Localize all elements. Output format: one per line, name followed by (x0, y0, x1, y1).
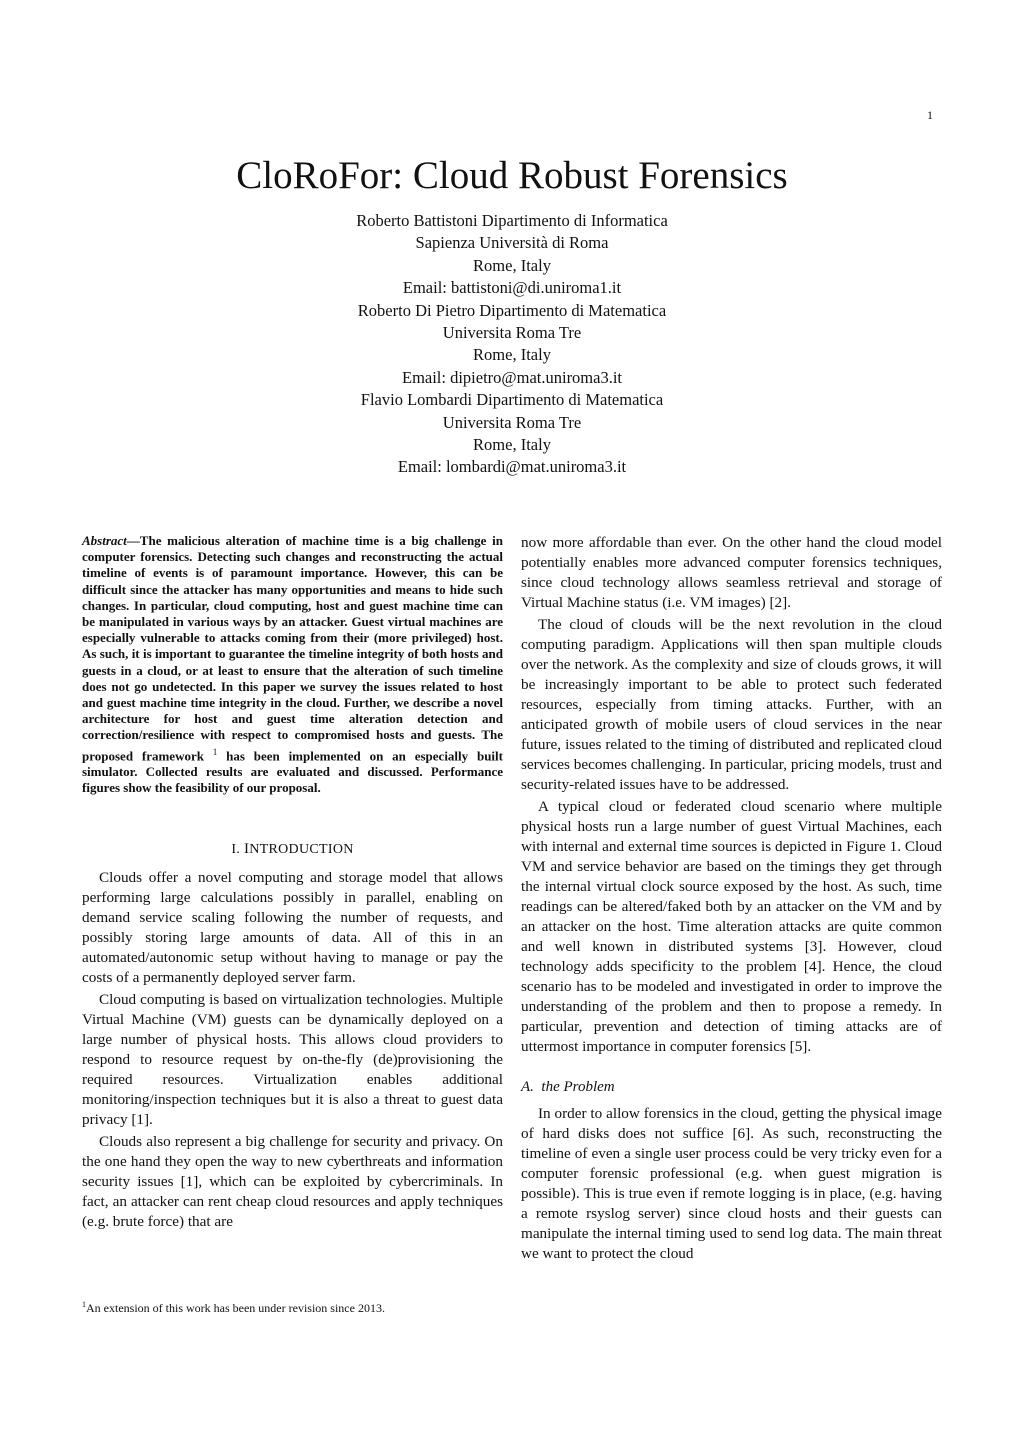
author-line: Rome, Italy (473, 255, 551, 275)
author-line: Universita Roma Tre (442, 323, 582, 343)
author-line: Sapienza Università di Roma (415, 233, 609, 253)
footnote-mark: 1 (212, 746, 218, 757)
author-line: Email: lombardi@mat.uniroma3.it (397, 457, 627, 477)
author-line: Roberto Di Pietro Dipartimento di Matematica (357, 300, 667, 320)
author-line: Roberto Battistoni Dipartimento di Informatica (356, 211, 668, 230)
section-numeral: I. (231, 841, 241, 857)
body-paragraph: Cloud computing is based on virtualization technologies. Multiple Virtual Machine (VM) guests can be dynamically deployed on a large number of physical hosts. This allows cloud providers to respond to resource request by on-the-fly (de)provisioning the required resources. Virtualization enables additional monitoring/inspection techniques but it is also a threat to guest data privacy [1]. (82, 990, 503, 1128)
abstract-text-end: has been implemented on an especially built simulator. Collected results are evaluated and discussed. Performance figures show the feasibility of our proposal. (82, 747, 503, 796)
right-column (521, 533, 942, 1264)
body-paragraph: In order to allow forensics in the cloud, getting the physical image of hard disks does not suffice [6]. As such, reconstructing the timeline of even a single user process could be very tricky even for a computer forensic professional (e.g. when guest migration is possible). This is true even if remote logging is in place, (e.g. having a remote rsyslog server) since cloud hosts and their guests can manipulate the internal timing used to send log data. The main threat we want to protect the cloud (521, 1105, 942, 1262)
section-heading-introduction (82, 841, 503, 858)
body-paragraph: A typical cloud or federated cloud scenario where multiple physical hosts run a large number of guest Virtual Machines, each with internal and external time sources is depicted in Figure 1. Cloud VM and service behavior are based on the timings they get through the internal virtual clock source exposed by the host. As such, time readings can be altered/faked both by an attacker on the VM and by an attacker on the host. Time alteration attacks are quite common and well known in distributed systems [3]. However, cloud technology adds specificity to the problem [4]. Hence, the cloud scenario has to be modeled and investigated in order to improve the understanding of the problem and then to propose a remedy. In particular, prevention and detection of timing attacks are of uttermost importance in computer forensics [5]. (521, 798, 942, 1055)
abstract-text: —The malicious alteration of machine time is a big challenge in computer forensics. Detecting such changes and reconstructing the actual timeline of events is of paramount importance. However, this can be difficult since the attacker has many opportunities and means to hide such changes. In particular, cloud computing, host and guest machine time can be manipulated in various ways by an attacker. Guest virtual machines are especially vulnerable to attacks coming from their (more privileged) host. As such, it is important to guarantee the timeline integrity of both hosts and guests in a cloud, or at least to ensure that the alteration of such timeline does not go undetected. In this paper we survey the issues related to host and guest machine time integrity in the cloud. Further, we describe a novel architecture for host and guest time alteration detection and correction/resilience with respect to compromised hosts and guests. The proposed framework (82, 533, 503, 763)
footnote-mark: 1 (82, 1300, 86, 1309)
body-paragraph: Clouds also represent a big challenge for security and privacy. On the one hand they open the way to new cyberthreats and information security issues [1], which can be exploited by cybercriminals. In fact, an attacker can rent cheap cloud resources and apply techniques (e.g. brute force) that are (82, 1132, 503, 1230)
author-line: Rome, Italy (473, 345, 551, 365)
left-column (82, 533, 503, 1232)
author-block (0, 210, 1024, 479)
body-paragraph: The cloud of clouds will be the next revolution in the cloud computing paradigm. Applications will then span multiple clouds over the network. As the complexity and size of clouds grows, it will be increasingly important to be able to protect such federated resources, especially from timing attacks. Further, with an anticipated growth of mobile users of cloud services in the near future, issues related to the timing of distributed and replicated cloud services becomes challenging. In particular, pricing models, trust and security-related issues have to be addressed. (521, 616, 942, 793)
footnote (82, 1297, 503, 1316)
section-title-initial: I (243, 840, 250, 857)
subsection-title: the Problem (541, 1079, 615, 1095)
subsection-heading-problem (521, 1079, 942, 1096)
subsection-label: A. (521, 1079, 534, 1095)
abstract (82, 533, 503, 797)
section-title-rest: NTRODUCTION (249, 841, 354, 857)
paper-title: CloRoFor: Cloud Robust Forensics (236, 154, 788, 197)
author-line: Flavio Lombardi Dipartimento di Matematica (360, 390, 664, 410)
page-number: 1 (927, 108, 933, 122)
author-line: Universita Roma Tre (442, 412, 582, 432)
body-paragraph-continued: now more affordable than ever. On the other hand the cloud model potentially enables more advanced computer forensics techniques, since cloud technology allows seamless retrieval and storage of Virtual Machine status (i.e. VM images) [2]. (521, 534, 942, 611)
author-line: Rome, Italy (473, 435, 551, 455)
abstract-label: Abstract (82, 533, 127, 548)
author-line: Email: battistoni@di.uniroma1.it (402, 278, 622, 298)
footnote-text: An extension of this work has been under revision since 2013. (86, 1301, 385, 1315)
author-line: Email: dipietro@mat.uniroma3.it (401, 367, 623, 387)
body-paragraph: Clouds offer a novel computing and storage model that allows performing large calculations possibly in parallel, enabling on demand service scaling following the number of requests, and possibly storing large amounts of data. All of this in an automated/autonomic setup without having to manage or pay the costs of a permanently deployed server farm. (82, 868, 503, 986)
